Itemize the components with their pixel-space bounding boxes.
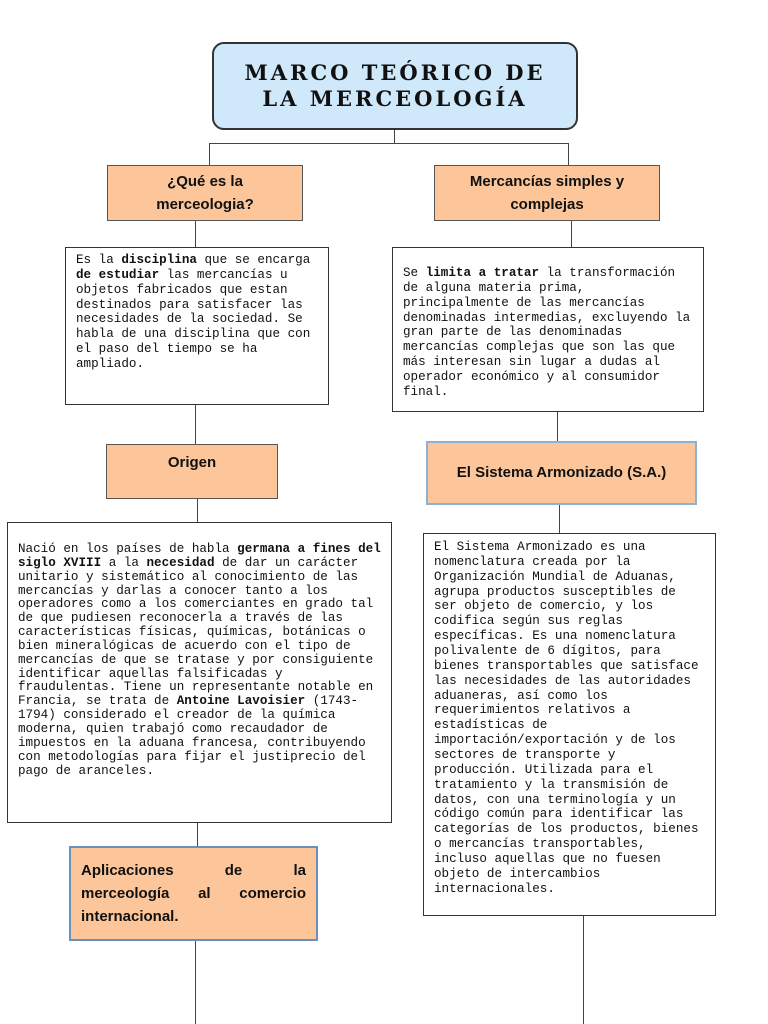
bold-text: de estudiar (76, 267, 160, 282)
connector-branch (209, 143, 568, 144)
bold-text: disciplina (121, 253, 197, 267)
text-origen-body: Nació en los países de habla germana a fines del siglo XVIII a la necesidad de dar un carácter unitario y sistemático al conocimiento de las mercancías y darlas a conocer tanto a los operadores como a los comerciantes en grado tal de que pudiesen reconocerla a través de las características físicas, químicas, botánicas o bien mineralógicas de acuerdo con el tipo de mercancías de que se tratase y por consiguiente identificar aquellas falsificadas y fraudulentas. Tiene un representante notable en Francia, se trata de Antoine Lavoisier (1743-1794) considerado el creador de la química moderna, quien trabajó como recaudador de impuestos en la aduana francesa, contribuyendo con metodologías para fijar el justiprecio del pago de aranceles. (18, 542, 381, 778)
connector-title-down (394, 130, 395, 143)
heading-origen (106, 444, 278, 499)
heading-mercancias-text: Mercancías simples y complejas (469, 172, 625, 213)
connector-left-5 (195, 940, 196, 1024)
diagram-title (212, 42, 578, 130)
text-definicion-body: Es la disciplina que se encarga de estudiar las mercancías u objetos fabricados que estan destinados para satisfacer las necesidades de la sociedad. Se habla de una disciplina que con el paso del tiempo se ha ampliado. (76, 253, 311, 372)
heading-que-es-merceologia (107, 165, 303, 221)
connector-right-3 (559, 505, 560, 533)
heading-que-es-merceologia-text: ¿Qué es la merceologia? (156, 172, 254, 213)
bold-text: limita a tratar (425, 266, 540, 280)
text-definicion (65, 247, 329, 405)
connector-left-3 (197, 499, 198, 522)
text-mercancias-body: Se limita a tratar la transformación de alguna materia prima, principalmente de las mercancías denominadas intermedias, excluyendo la gran parte de las denominadas mercancías complejas que son las que más interesan sin lugar a dudas al operador económico y al consumidor final. (403, 266, 691, 399)
connector-left-4 (197, 823, 198, 846)
heading-origen-text: Origen (167, 454, 217, 471)
bold-text: Antoine Lavoisier (176, 694, 306, 709)
connector-left-1 (195, 220, 196, 247)
connector-left-branch (209, 143, 210, 165)
text-sistema-armonizado-body: El Sistema Armonizado es una nomenclatura creada por la Organización Mundial de Aduanas, agrupa productos susceptibles de ser objeto de comercio, y los codifica según sus reglas específicas. Es una nomenclatura polivalente de 6 dígitos, para bienes transportables que satisface las necesidades de las autoridades aduaneras, así como los requerimientos relativos a estadísticas de importación/exportación y de los sectores de transporte y producción. Utilizada para el tratamiento y la transmisión de datos, con una terminología y un código común para identificar las categorías de los productos, bienes o mercancías transportables, incluso aquellas que no fuesen objeto de intercambios internacionales. (434, 540, 699, 896)
text-mercancias (392, 247, 704, 412)
connector-right-branch (568, 143, 569, 165)
heading-mercancias (434, 165, 660, 221)
heading-aplicaciones (69, 846, 318, 941)
bold-text: germana a fines del siglo XVIII (18, 542, 381, 570)
diagram-title-text: MARCO TEÓRICO DE LA MERCEOLOGÍA (244, 59, 546, 111)
heading-aplicaciones-text: Aplicaciones de la merceología al comercio internacional. (81, 861, 306, 926)
heading-sistema-armonizado (426, 441, 697, 505)
connector-right-1 (571, 220, 572, 247)
connector-left-2 (195, 405, 196, 444)
bold-text: necesidad (146, 555, 215, 570)
text-origen (7, 522, 392, 823)
connector-right-4 (583, 916, 584, 1024)
heading-sistema-armonizado-text: El Sistema Armonizado (S.A.) (456, 464, 667, 482)
connector-right-2 (557, 412, 558, 442)
text-sistema-armonizado (423, 533, 716, 916)
